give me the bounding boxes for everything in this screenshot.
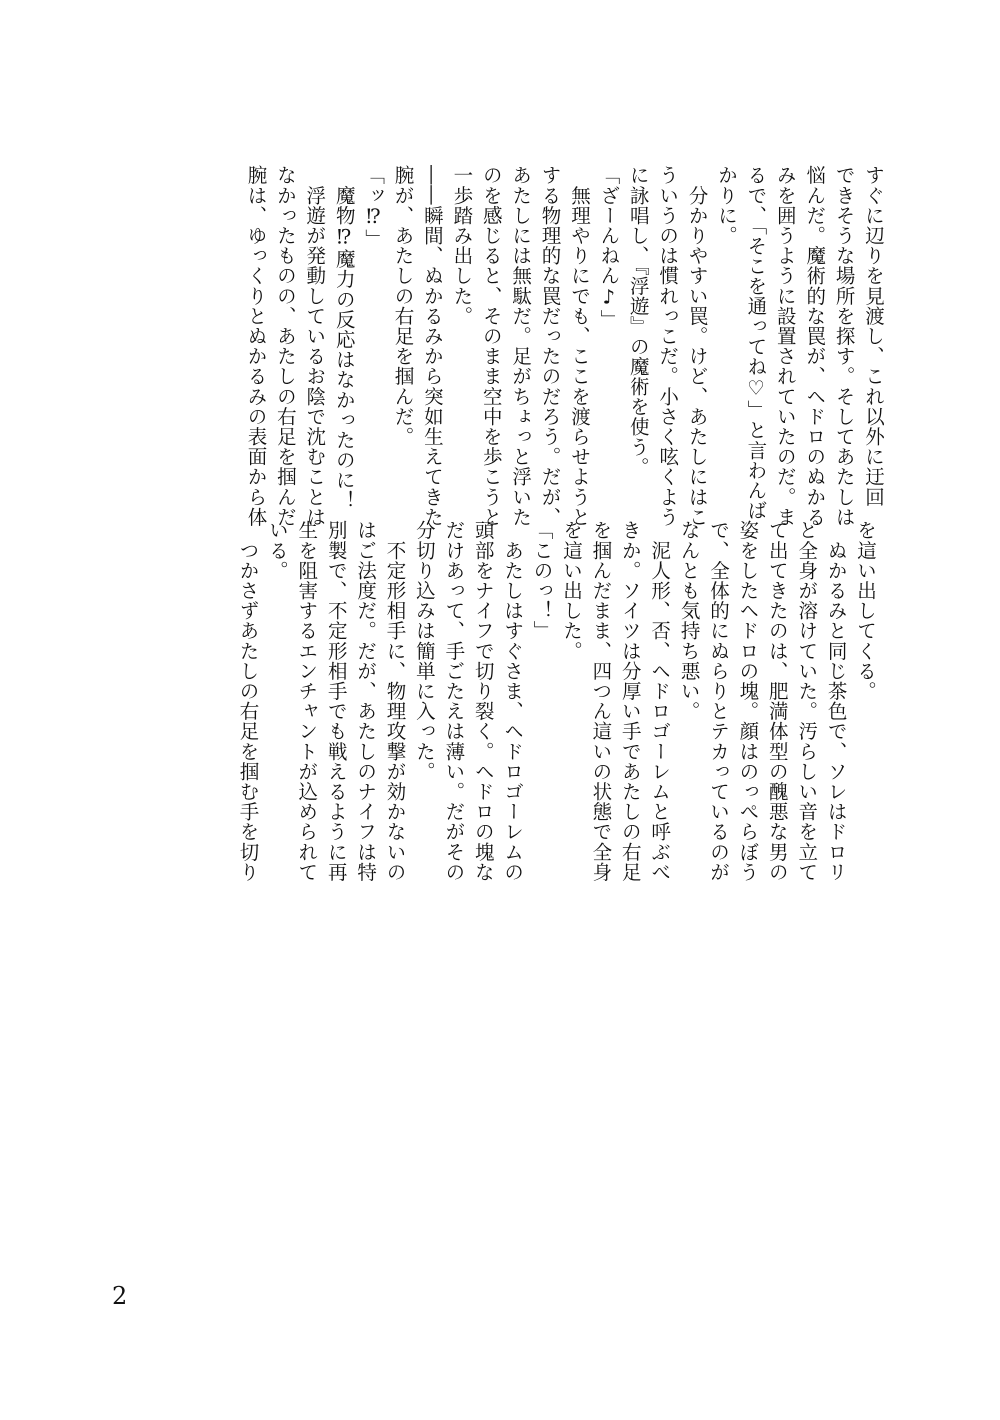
text-line: で、全体的にぬらりとテカっているのが bbox=[706, 520, 730, 882]
text-line: あたしはすぐさま、ヘドロゴーレムの bbox=[501, 520, 525, 882]
text-line: すぐに辺りを見渡し、これ以外に迂回 bbox=[862, 165, 885, 507]
text-line: 不定形相手に、物理攻撃が効かないの bbox=[383, 520, 407, 882]
text-line: できそうな場所を探す。そしてあたしは bbox=[832, 165, 856, 527]
text-line: 魔物⁉魔力の反応はなかったのに！ bbox=[332, 165, 356, 511]
text-line: 「ッ⁉」 bbox=[362, 165, 386, 249]
text-line: はご法度だ。だが、あたしのナイフは特 bbox=[354, 520, 378, 882]
text-line: だけあって、手ごたえは薄い。だがその bbox=[442, 520, 466, 882]
text-line: と全身が溶けていた。汚らしい音を立て bbox=[795, 520, 819, 882]
text-line: なかったものの、あたしの右足を掴んだ bbox=[273, 165, 297, 527]
vertical-text-block-upper bbox=[241, 165, 888, 527]
text-line: かりに。 bbox=[714, 165, 738, 246]
vertical-text-block-lower bbox=[233, 520, 880, 890]
text-line: 分かりやすい罠。けど、あたしにはこ bbox=[685, 165, 709, 527]
text-line: 浮遊が発動しているお陰で沈むことは bbox=[303, 165, 327, 527]
text-line: 別製で、不定形相手でも戦えるように再 bbox=[324, 520, 348, 882]
text-line: 腕は、ゆっくりとぬかるみの表面から体 bbox=[244, 165, 268, 527]
text-line: のを感じると、そのまま空中を歩こうと bbox=[479, 165, 503, 527]
text-line: に詠唱し、『浮遊』の魔術を使う。 bbox=[626, 165, 650, 477]
text-line: 腕が、あたしの右足を掴んだ。 bbox=[391, 165, 415, 447]
text-line: て出てきたのは、肥満体型の醜悪な男の bbox=[765, 520, 789, 882]
text-line: 姿をしたヘドロの塊。顔はのっぺらぼう bbox=[736, 520, 760, 882]
text-line: みを囲うように設置されていたのだ。ま bbox=[773, 165, 797, 527]
text-line: きか。ソイツは分厚い手であたしの右足 bbox=[618, 520, 642, 882]
text-line: るで、「そこを通ってね♡」と言わんば bbox=[744, 165, 768, 521]
text-line: あたしには無駄だ。足がちょっと浮いた bbox=[509, 165, 533, 527]
text-line: する物理的な罠だったのだろう。だが、 bbox=[538, 165, 562, 527]
text-line: いる。 bbox=[265, 520, 289, 581]
text-line: 頭部をナイフで切り裂く。ヘドロの塊な bbox=[471, 520, 495, 882]
text-line: ――瞬間、ぬかるみから突如生えてきた bbox=[420, 165, 444, 527]
text-line: ういうのは慣れっこだ。小さく呟くよう bbox=[656, 165, 680, 527]
text-line: を這い出した。 bbox=[559, 520, 583, 661]
text-line: ぬかるみと同じ茶色で、ソレはドロリ bbox=[824, 520, 848, 882]
text-line: なんとも気持ち悪い。 bbox=[677, 520, 701, 721]
text-line: 一歩踏み出した。 bbox=[450, 165, 474, 326]
text-line: 「このっ！」 bbox=[530, 520, 554, 641]
text-line: つかさずあたしの右足を掴む手を切り bbox=[236, 520, 260, 882]
text-line: 悩んだ。魔術的な罠が、ヘドロのぬかる bbox=[803, 165, 827, 527]
text-line: 泥人形、否、ヘドロゴーレムと呼ぶべ bbox=[648, 520, 672, 882]
text-line: 分切り込みは簡単に入った。 bbox=[412, 520, 436, 782]
page-number: 2 bbox=[112, 1282, 128, 1310]
text-line: を掴んだまま、四つん這いの状態で全身 bbox=[589, 520, 613, 882]
text-line: 無理やりにでも、ここを渡らせようと bbox=[567, 165, 591, 527]
text-line: を這い出してくる。 bbox=[854, 520, 877, 701]
text-line: 生を阻害するエンチャントが込められて bbox=[295, 520, 319, 882]
text-line: 「ざーんねん♪」 bbox=[597, 165, 621, 330]
